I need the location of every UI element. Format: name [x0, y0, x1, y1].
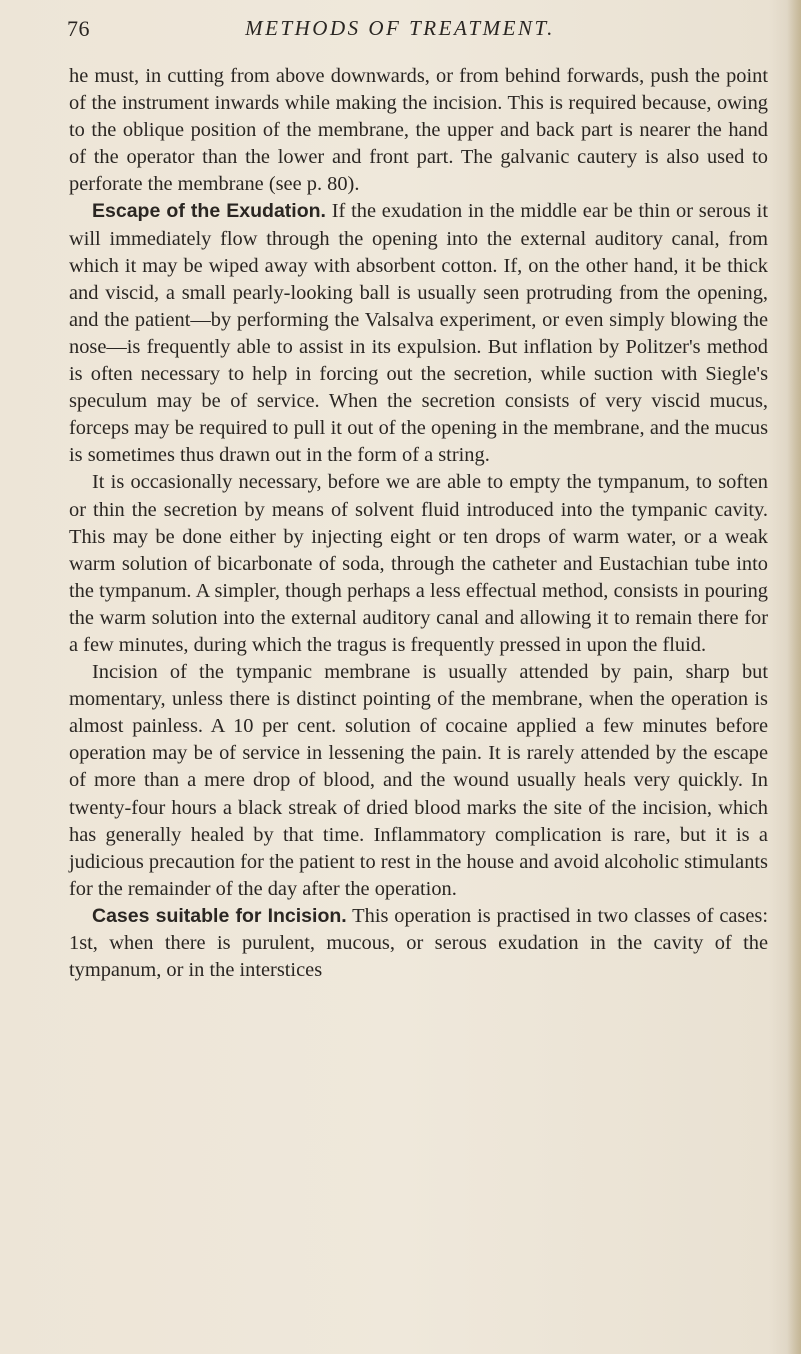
- paragraph-text: If the exudation in the middle ear be thin or serous it will immediately flow through the opening into the external auditory canal, from which it may be wiped away with absorbent cotton. If, on the other hand, it be thick and viscid, a small pearly-looking ball is usually seen protruding from the opening, and the patient—by performing the Valsalva experiment, or even simply blowing the nose—is frequently able to assist in its expulsion. But inflation by Politzer's method is often necessary to help in forcing out the secretion, while suction with Siegle's speculum may be of service. When the secretion consists of very viscid mucus, forceps may be required to pull it out of the opening in the membrane, and the mucus is sometimes thus drawn out in the form of a string.: [69, 200, 768, 467]
- paragraph-text: he must, in cutting from above downwards, or from behind forwards, push the point of the instrument inwards while making the incision. This is required because, owing to the oblique position of the membrane, the upper and back part is nearer the hand of the operator than the lower and front part. The galvanic cautery is also used to perforate the membrane (see p. 80).: [69, 65, 768, 196]
- page-number: 76: [67, 16, 90, 41]
- paragraph-1: [69, 63, 768, 198]
- running-title: METHODS OF TREATMENT.: [245, 16, 555, 40]
- paragraph-2: [69, 198, 768, 469]
- section-heading-escape-of-exudation: Escape of the Exudation.: [92, 200, 326, 223]
- paragraph-text: This operation is practised in two classes of cases: 1st, when there is purulent, mucous, or serous exudation in the cavity of the tympanum, or in the interstices: [69, 904, 769, 982]
- page-edge-shadow: [787, 0, 801, 1354]
- section-heading-cases-suitable-for-incision: Cases suitable for Incision.: [92, 904, 347, 927]
- page-header: [0, 16, 801, 56]
- paragraph-3: [69, 469, 768, 659]
- paragraph-text: It is occasionally necessary, before we are able to empty the tympanum, to soften or thin the secretion by means of solvent fluid introduced into the tympanic cavity. This may be done either by injecting eight or ten drops of warm water, or a weak warm solution of bicarbonate of soda, through the catheter and Eustachian tube into the tympanum. A simpler, though perhaps a less effectual method, consists in pouring the warm solution into the external auditory canal and allowing it to remain there for a few minutes, during which the tragus is frequently pressed in upon the fluid.: [69, 471, 768, 656]
- paragraph-4: [69, 659, 768, 903]
- body-text: [69, 63, 768, 984]
- paragraph-5: [69, 903, 768, 984]
- paragraph-text: Incision of the tympanic membrane is usually attended by pain, sharp but momentary, unless there is distinct pointing of the membrane, when the operation is almost painless. A 10 per cent. solution of cocaine applied a few minutes before operation may be of service in lessening the pain. It is rarely attended by the escape of more than a mere drop of blood, and the wound usually heals very quickly. In twenty-four hours a black streak of dried blood marks the site of the incision, which has generally healed by that time. Inflammatory complication is rare, but it is a judicious precaution for the patient to rest in the house and avoid alcoholic stimulants for the remainder of the day after the operation.: [69, 661, 768, 900]
